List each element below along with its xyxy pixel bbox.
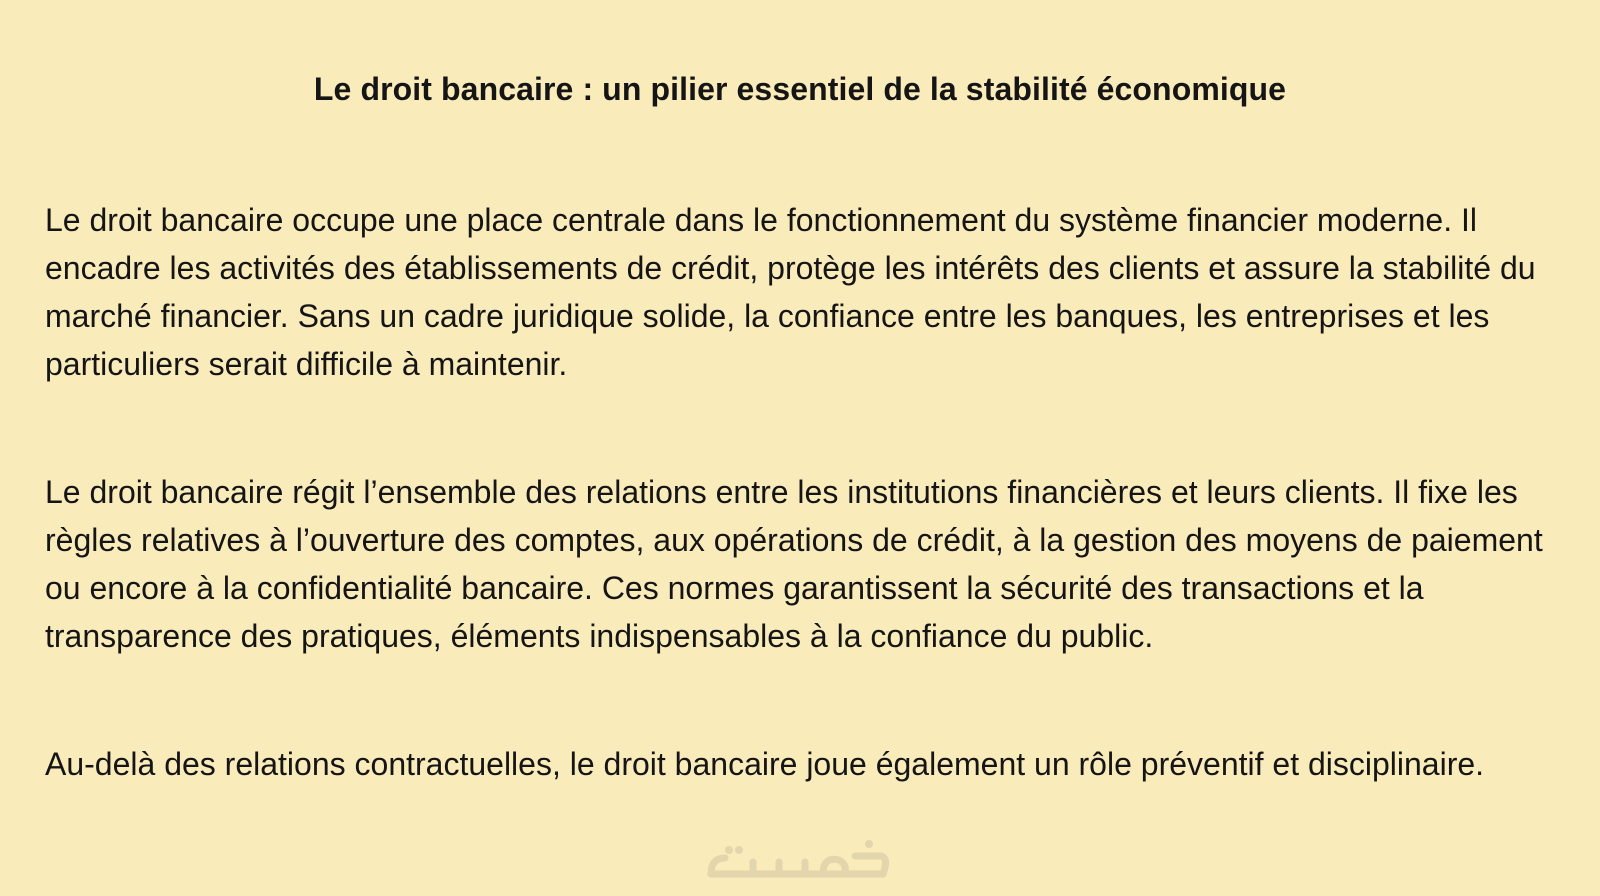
khamsat-watermark-logo [705, 836, 897, 882]
paragraph-1: Le droit bancaire occupe une place centrale dans le fonctionnement du système financier moderne. Il encadre les activités des établissements de crédit, protège les intérêts des clients et assure la stabilité du marché financier. Sans un cadre juridique solide, la confiance entre les banques, les entreprises et les particuliers serait difficile à maintenir. [45, 202, 1536, 382]
paragraph-3: Au-delà des relations contractuelles, le droit bancaire joue également un rôle préventif et disciplinaire. [45, 746, 1485, 782]
paragraph-2: Le droit bancaire régit l’ensemble des relations entre les institutions financières et leurs clients. Il fixe les règles relatives à l’ouverture des comptes, aux opérations de crédit, à la gestion des moyens de paiement ou encore à la confidentialité bancaire. Ces normes garantissent la sécurité des transactions et la transparence des pratiques, éléments indispensables à la confiance du public. [45, 474, 1543, 654]
document-title: Le droit bancaire : un pilier essentiel de la stabilité économique [313, 71, 1287, 107]
